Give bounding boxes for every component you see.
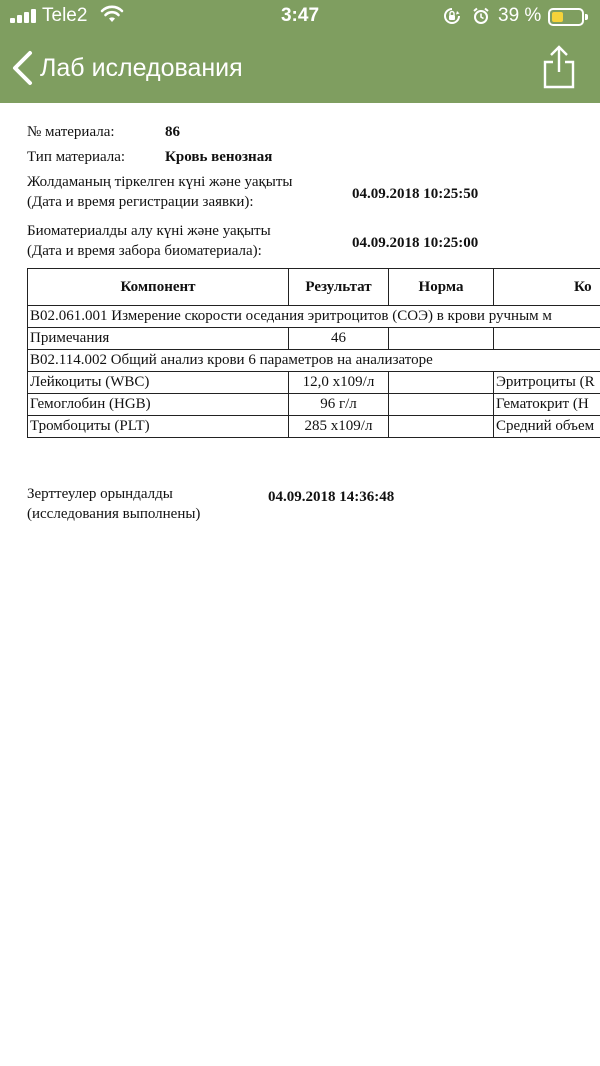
row-component: Лейкоциты (WBC): [28, 372, 289, 394]
table-row: [28, 394, 600, 416]
header-norm: Норма: [389, 269, 494, 306]
row-component: Примечания: [28, 328, 289, 350]
back-button[interactable]: [10, 48, 243, 88]
row-result: 46: [289, 328, 389, 350]
registration-label-kz: Жолдаманың тіркелген күні және уақыты: [27, 174, 293, 190]
chevron-left-icon: [10, 50, 34, 86]
share-icon[interactable]: [540, 44, 578, 90]
row-norm: [389, 328, 494, 350]
material-type-value: Кровь венозная: [165, 149, 273, 165]
registration-datetime: 04.09.2018 10:25:50: [352, 186, 479, 202]
table-row: [28, 328, 600, 350]
completed-datetime: 04.09.2018 14:36:48: [268, 489, 395, 505]
group-cbc-test: B02.114.002 Общий анализ крови 6 параметров на анализаторе: [28, 350, 600, 372]
sampling-label-ru: (Дата и время забора биоматериала):: [27, 243, 262, 259]
group-esr-test: B02.061.001 Измерение скорости оседания эритроцитов (СОЭ) в крови ручным м: [28, 306, 600, 328]
table-group-row: [28, 306, 600, 328]
row-result: 12,0 х109/л: [289, 372, 389, 394]
table-row: [28, 372, 600, 394]
battery-percent: 39 %: [498, 5, 542, 26]
row-next: Эритроциты (R: [494, 372, 600, 394]
row-next: Гематокрит (H: [494, 394, 600, 416]
rotation-lock-icon: [443, 7, 461, 25]
row-component: Тромбоциты (PLT): [28, 416, 289, 438]
header-result: Результат: [289, 269, 389, 306]
row-next: Средний объем: [494, 416, 600, 438]
row-norm: [389, 394, 494, 416]
app-header: [0, 0, 600, 103]
registration-label-ru: (Дата и время регистрации заявки):: [27, 194, 254, 210]
lab-report-document: [0, 103, 600, 1066]
material-number-value: 86: [165, 124, 180, 140]
row-norm: [389, 372, 494, 394]
row-result: 96 г/л: [289, 394, 389, 416]
status-bar: [0, 0, 600, 34]
alarm-icon: [472, 7, 490, 25]
battery-fill: [552, 12, 563, 22]
header-component: Компонент: [28, 269, 289, 306]
page-title: Лаб иследования: [40, 53, 243, 82]
row-component: Гемоглобин (HGB): [28, 394, 289, 416]
row-result: 285 х109/л: [289, 416, 389, 438]
carrier-name: Tele2: [42, 5, 88, 26]
header-next-column: Ко: [494, 269, 600, 306]
sampling-datetime: 04.09.2018 10:25:00: [352, 235, 479, 251]
completed-label-ru: (исследования выполнены): [27, 506, 201, 522]
row-next: [494, 328, 600, 350]
row-norm: [389, 416, 494, 438]
material-type-label: Тип материала:: [27, 149, 126, 165]
status-time: 3:47: [280, 5, 320, 26]
table-group-row: [28, 350, 600, 372]
completed-label-kz: Зерттеулер орындалды: [27, 486, 173, 502]
material-number-label: № материала:: [27, 124, 115, 140]
results-table: [27, 268, 600, 438]
battery-icon: [548, 8, 584, 26]
sampling-label-kz: Биоматериалды алу күні және уақыты: [27, 223, 271, 239]
table-row: [28, 416, 600, 438]
table-header-row: [28, 269, 600, 306]
